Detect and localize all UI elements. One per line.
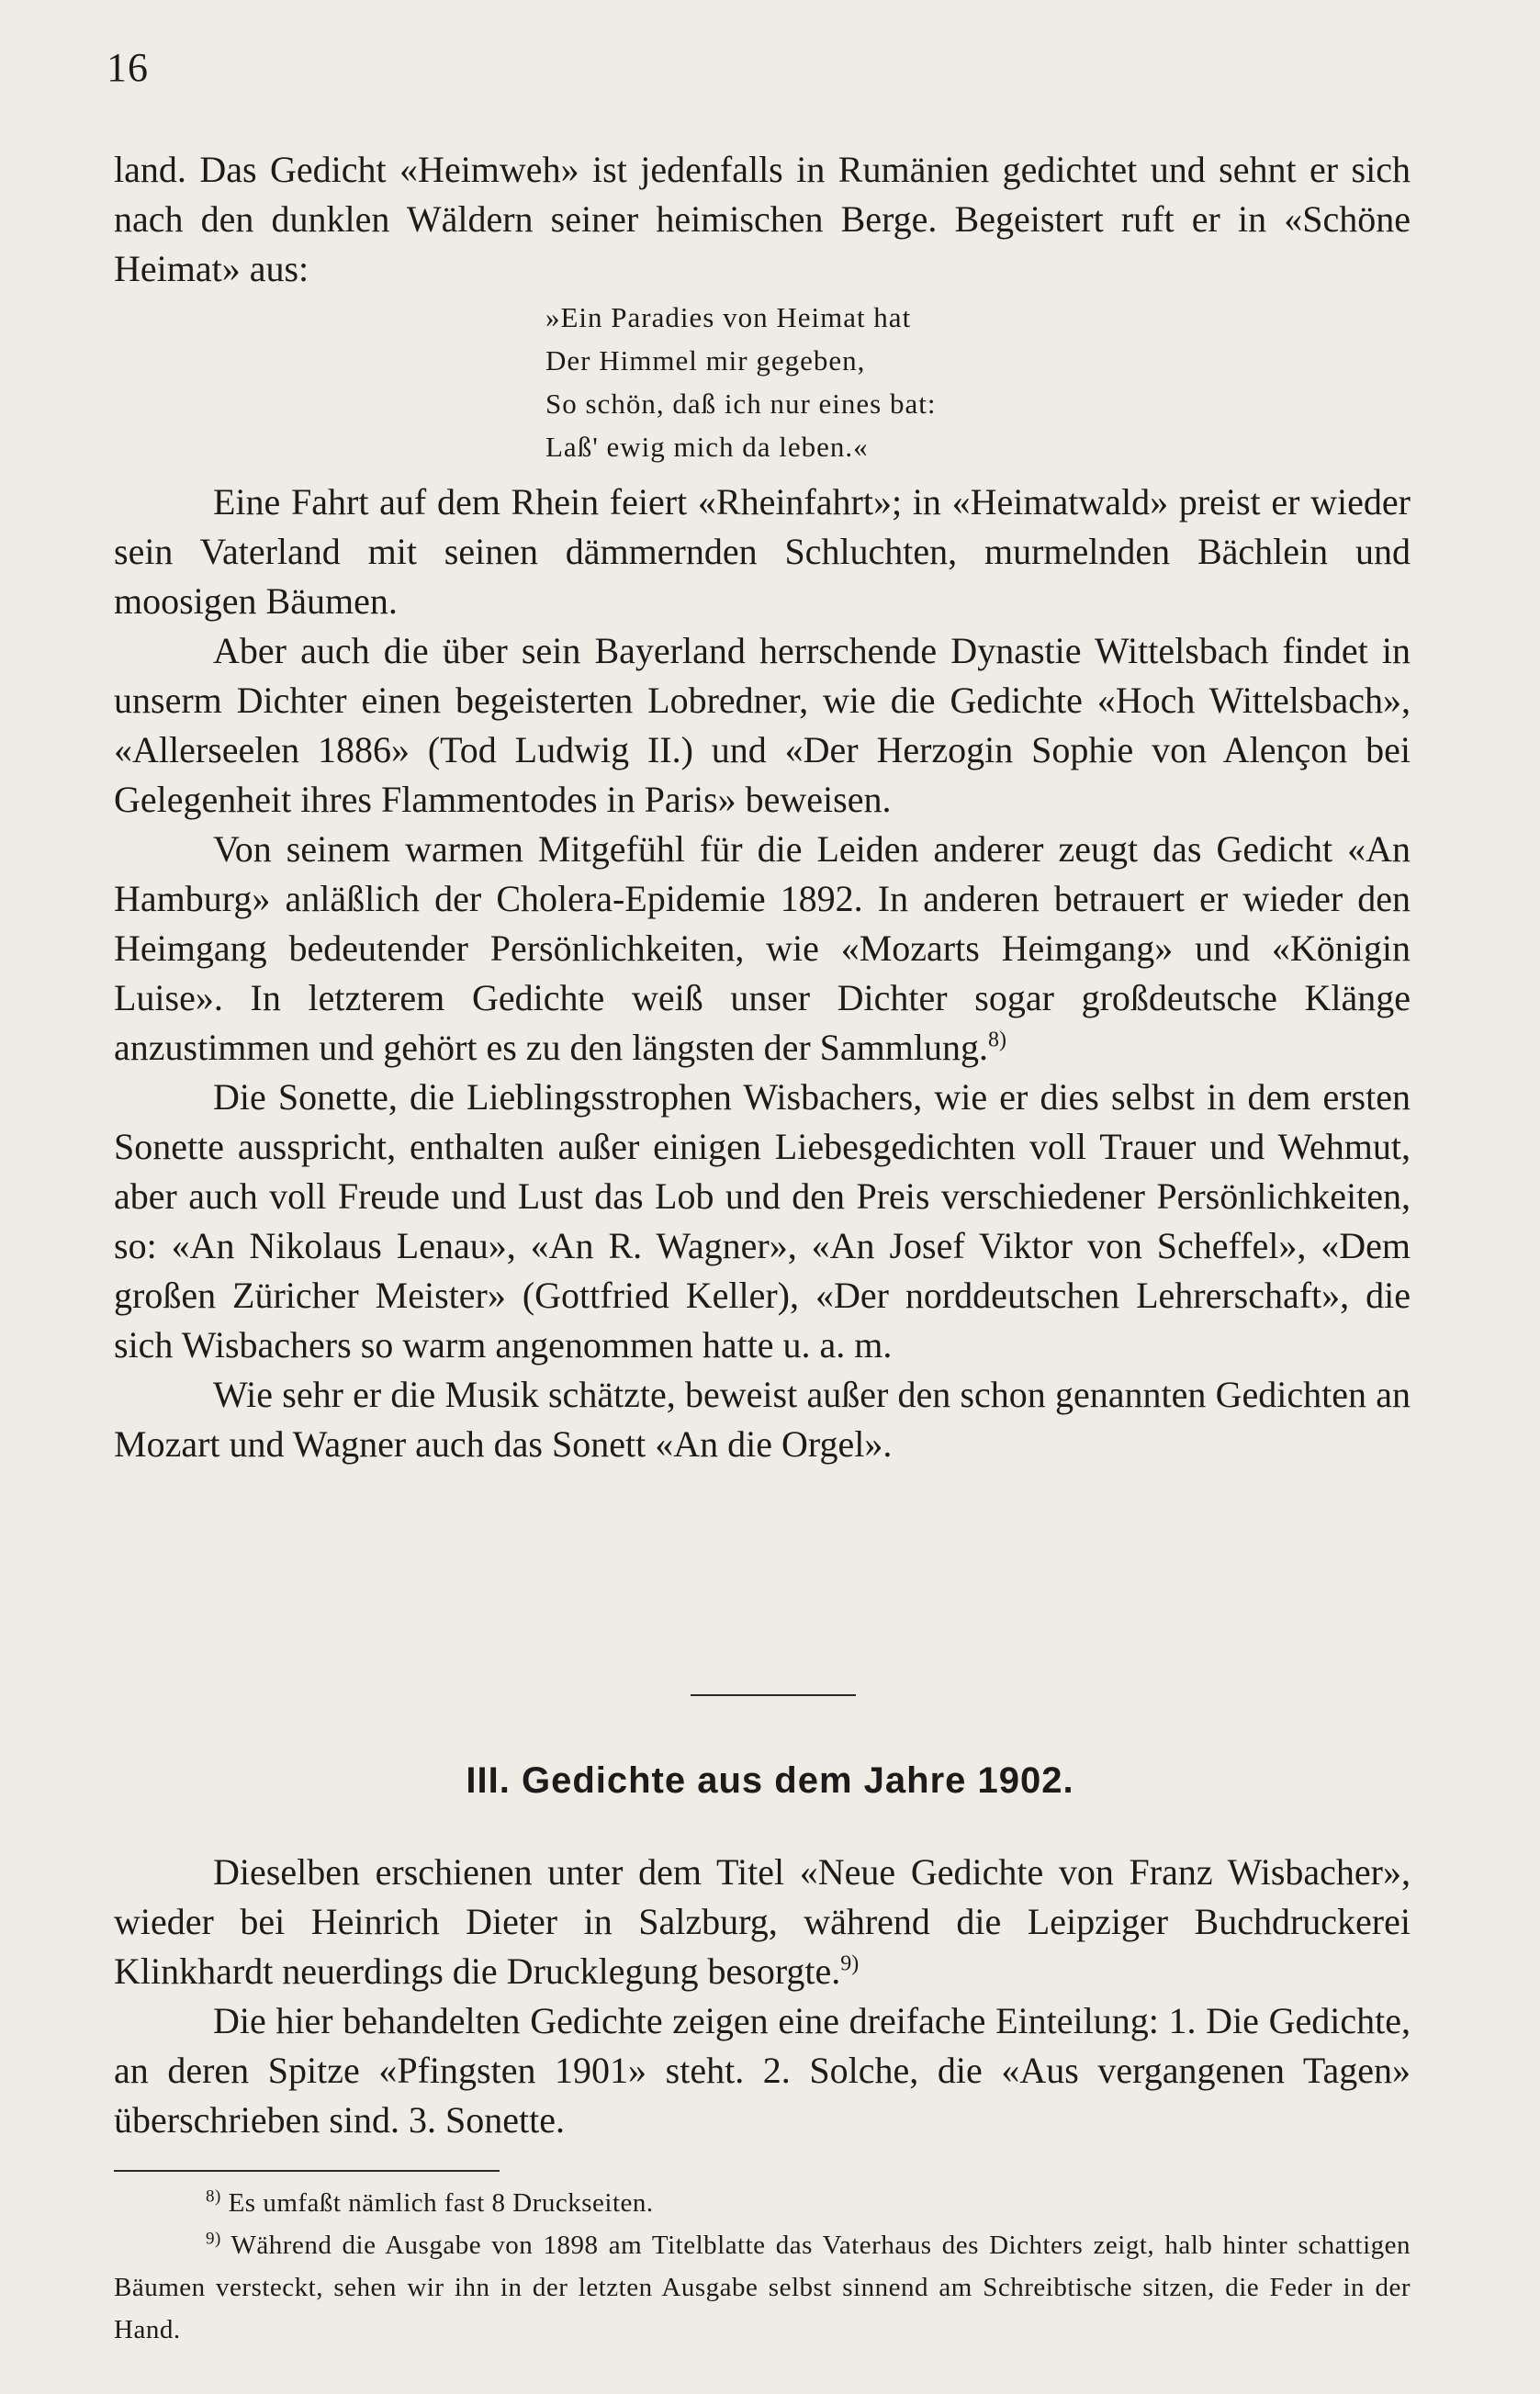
paragraph-neue-gedichte [114,1848,1411,1996]
footnote-8 [114,2182,1411,2224]
poem-line: »Ein Paradies von Heimat hat [545,301,912,333]
footnote-text: Es umfaßt nämlich fast 8 Druckseiten. [228,2188,654,2218]
paragraph-mitgefuehl-text: Von seinem warmen Mitgefühl für die Leiden anderer zeugt das Gedicht «An Hamburg» anläßlich der Cholera-Epidemie 1892. In anderen betrauert er wieder den Heimgang bedeutender Persönlichkeiten, wie «Mozarts Heimgang» und «Königin Luise». In letzterem Gedichte weiß unser Dichter sogar großdeutsche Klänge anzustimmen und gehört es zu den längsten der Sammlung. [114,828,1411,1068]
footnote-mark: 9) [206,2229,221,2249]
poem-line: So schön, daß ich nur eines bat: [545,388,937,420]
paragraph-continuation: land. Das Gedicht «Heimweh» ist jedenfalls in Rumänien gedichtet und sehnt er sich nach den dunklen Wäldern seiner heimischen Berge. Begeistert ruft er in «Schöne Heimat» aus: [114,149,1411,289]
footnote-reference-8: 8) [988,1028,1007,1052]
paragraph-wittelsbach: Aber auch die über sein Bayerland herrschende Dynastie Wittelsbach findet in unserm Dichter einen begeisterten Lobredner, wie die Gedichte «Hoch Wittelsbach», «Allerseelen 1886» (Tod Ludwig II.) und «Der Herzogin Sophie von Alençon bei Gelegenheit ihres Flammentodes in Paris» beweisen. [114,630,1411,820]
paragraph-einteilung: Die hier behandelten Gedichte zeigen eine dreifache Einteilung: 1. Die Gedichte, an deren Spitze «Pfingsten 1901» steht. 2. Solche, die «Aus vergangenen Tagen» überschrieben sind. 3. Sonette. [114,2000,1411,2141]
paragraph-sonette: Die Sonette, die Lieblingsstrophen Wisbachers, wie er dies selbst in dem ersten Sonette ausspricht, enthalten außer einigen Liebesgedichten voll Trauer und Wehmut, aber auch voll Freude und Lust das Lob und den Preis verschiedener Persönlichkeiten, so: «An Nikolaus Lenau», «An R. Wagner», «An Josef Viktor von Scheffel», «Dem großen Züricher Meister» (Gottfried Keller), «Der norddeutschen Lehrerschaft», die sich Wisbachers so warm angenommen hatte u. a. m. [114,1076,1411,1366]
poem-line: Laß' ewig mich da leben.« [545,431,869,463]
paragraph-musik: Wie sehr er die Musik schätzte, beweist außer den schon genannten Gedichten an Mozart und Wagner auch das Sonett «An die Orgel». [114,1374,1411,1465]
footnote-reference-9: 9) [840,1951,860,1976]
paragraph-rheinfahrt: Eine Fahrt auf dem Rhein feiert «Rheinfahrt»; in «Heimatwald» preist er wieder sein Vaterland mit seinen dämmernden Schluchten, murmelnden Bächlein und moosigen Bäumen. [114,481,1411,622]
footnote-text: Während die Ausgabe von 1898 am Titelblatte das Vaterhaus des Dichters zeigt, halb hinter schattigen Bäumen versteckt, sehen wir ihn in der letzten Ausgabe selbst sinnend am Schreibtische sitzen, die Feder in der Hand. [114,2231,1411,2344]
footnote-9 [114,2224,1411,2351]
page-number: 16 [107,45,149,90]
poem-line: Der Himmel mir gegeben, [545,344,866,377]
footnote-mark: 8) [206,2186,221,2207]
section-divider [691,1694,856,1696]
footnotes [114,2182,1411,2351]
paragraph-neue-gedichte-text: Dieselben erschienen unter dem Titel «Neue Gedichte von Franz Wisbacher», wieder bei Heinrich Dieter in Salzburg, während die Leipziger Buchdruckerei Klinkhardt neuerdings die Drucklegung besorgte. [114,1851,1411,1992]
section-heading: III. Gedichte aus dem Jahre 1902. [466,1760,1074,1801]
paragraph-mitgefuehl [114,825,1411,1073]
poem-quote [114,294,1411,478]
body-text-upper [114,145,1411,1469]
body-text-lower [114,1848,1411,2145]
footnote-rule [114,2170,500,2172]
